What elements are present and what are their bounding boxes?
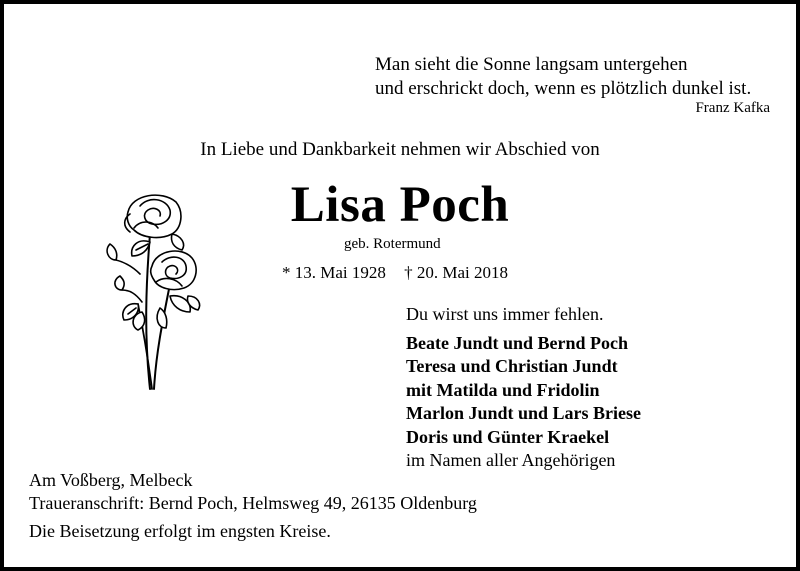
deceased-name: Lisa Poch xyxy=(290,177,510,233)
maiden-name: geb. Rotermund xyxy=(344,236,441,252)
mourning-address: Traueranschrift: Bernd Poch, Helmsweg 49, 26135 Oldenburg xyxy=(29,493,477,513)
quote-author: Franz Kafka xyxy=(695,100,770,116)
death-date: † 20. Mai 2018 xyxy=(404,263,509,282)
intro-text: In Liebe und Dankbarkeit nehmen wir Abschied von xyxy=(200,139,600,160)
mourners-footer: im Namen aller Angehörigen xyxy=(406,450,616,471)
life-dates xyxy=(282,263,508,283)
burial-note: Die Beisetzung erfolgt im engsten Kreise. xyxy=(29,521,331,541)
closing-line: Du wirst uns immer fehlen. xyxy=(406,304,604,324)
mourner-line: Doris und Günter Kraekel xyxy=(406,426,610,447)
birth-date: * 13. Mai 1928 xyxy=(282,263,386,282)
rose-icon xyxy=(100,184,210,399)
mourner-line: mit Matilda und Fridolin xyxy=(406,379,600,400)
quote-line-2: und erschrickt doch, wenn es plötzlich dunkel ist. xyxy=(375,78,752,99)
residence-line: Am Voßberg, Melbeck xyxy=(29,470,193,490)
quote xyxy=(375,53,751,101)
mourner-line: Teresa und Christian Jundt xyxy=(406,356,618,377)
mourner-line: Marlon Jundt und Lars Briese xyxy=(406,403,642,424)
mourners-list xyxy=(406,332,641,472)
mourner-line: Beate Jundt und Bernd Poch xyxy=(406,333,629,353)
quote-line-1: Man sieht die Sonne langsam untergehen xyxy=(375,54,688,75)
